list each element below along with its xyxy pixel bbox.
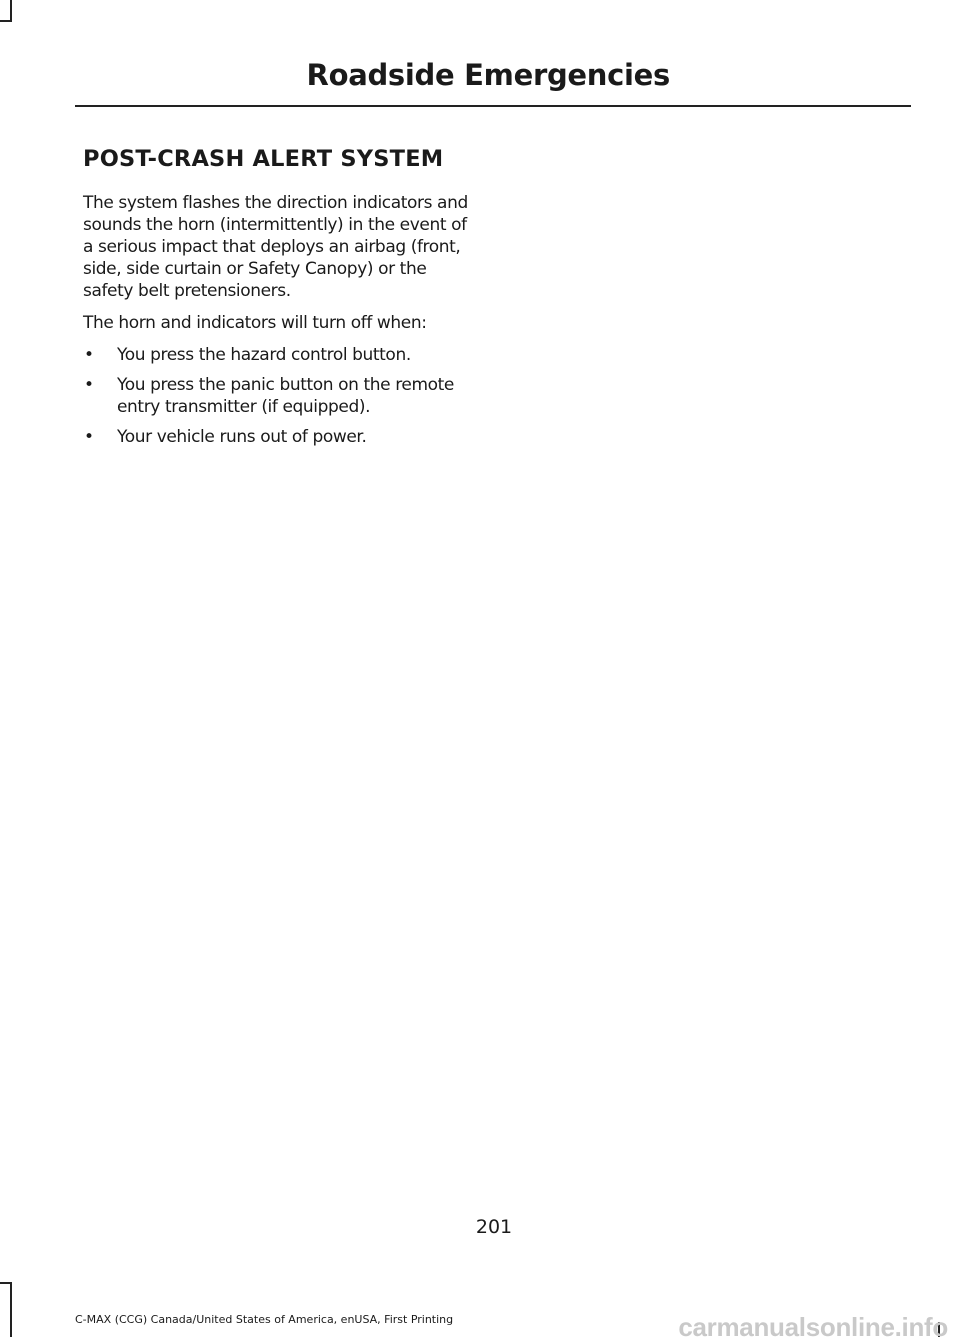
edition-footer: C-MAX (CCG) Canada/United States of America, enUSA, First Printing (75, 1313, 454, 1326)
list-item-text: Your vehicle runs out of power. (117, 427, 367, 447)
bullet-icon: • (84, 345, 94, 365)
crop-mark-top-left-vertical (10, 0, 12, 22)
main-content (83, 146, 477, 456)
conditions-paragraph: The horn and indicators will turn off when: (83, 313, 427, 333)
page-number: 201 (475, 1216, 513, 1238)
watermark-logo: carmanualsonline.info (678, 1312, 948, 1342)
conditions-list (83, 344, 477, 448)
page-header-title: Roadside Emergencies (306, 58, 670, 92)
list-item (83, 344, 477, 366)
bullet-icon: • (84, 375, 94, 395)
crop-mark-top-left-horizontal (0, 20, 12, 22)
list-item-text: You press the hazard control button. (117, 345, 411, 365)
list-item (83, 374, 477, 418)
crop-mark-bottom-left-horizontal (0, 1282, 12, 1284)
section-heading: POST-CRASH ALERT SYSTEM (83, 146, 444, 172)
header-divider (75, 105, 911, 107)
bullet-icon: • (84, 427, 94, 447)
list-item-text: You press the panic button on the remote entry transmitter (if equipped). (117, 375, 454, 417)
list-item (83, 426, 477, 448)
crop-mark-bottom-left-vertical (10, 1282, 12, 1337)
intro-paragraph: The system flashes the direction indicators and sounds the horn (intermittently) in the event of a serious impact that deploys an airbag (front, side, side curtain or Safety Canopy) or the safety belt pretensioners. (83, 193, 468, 301)
